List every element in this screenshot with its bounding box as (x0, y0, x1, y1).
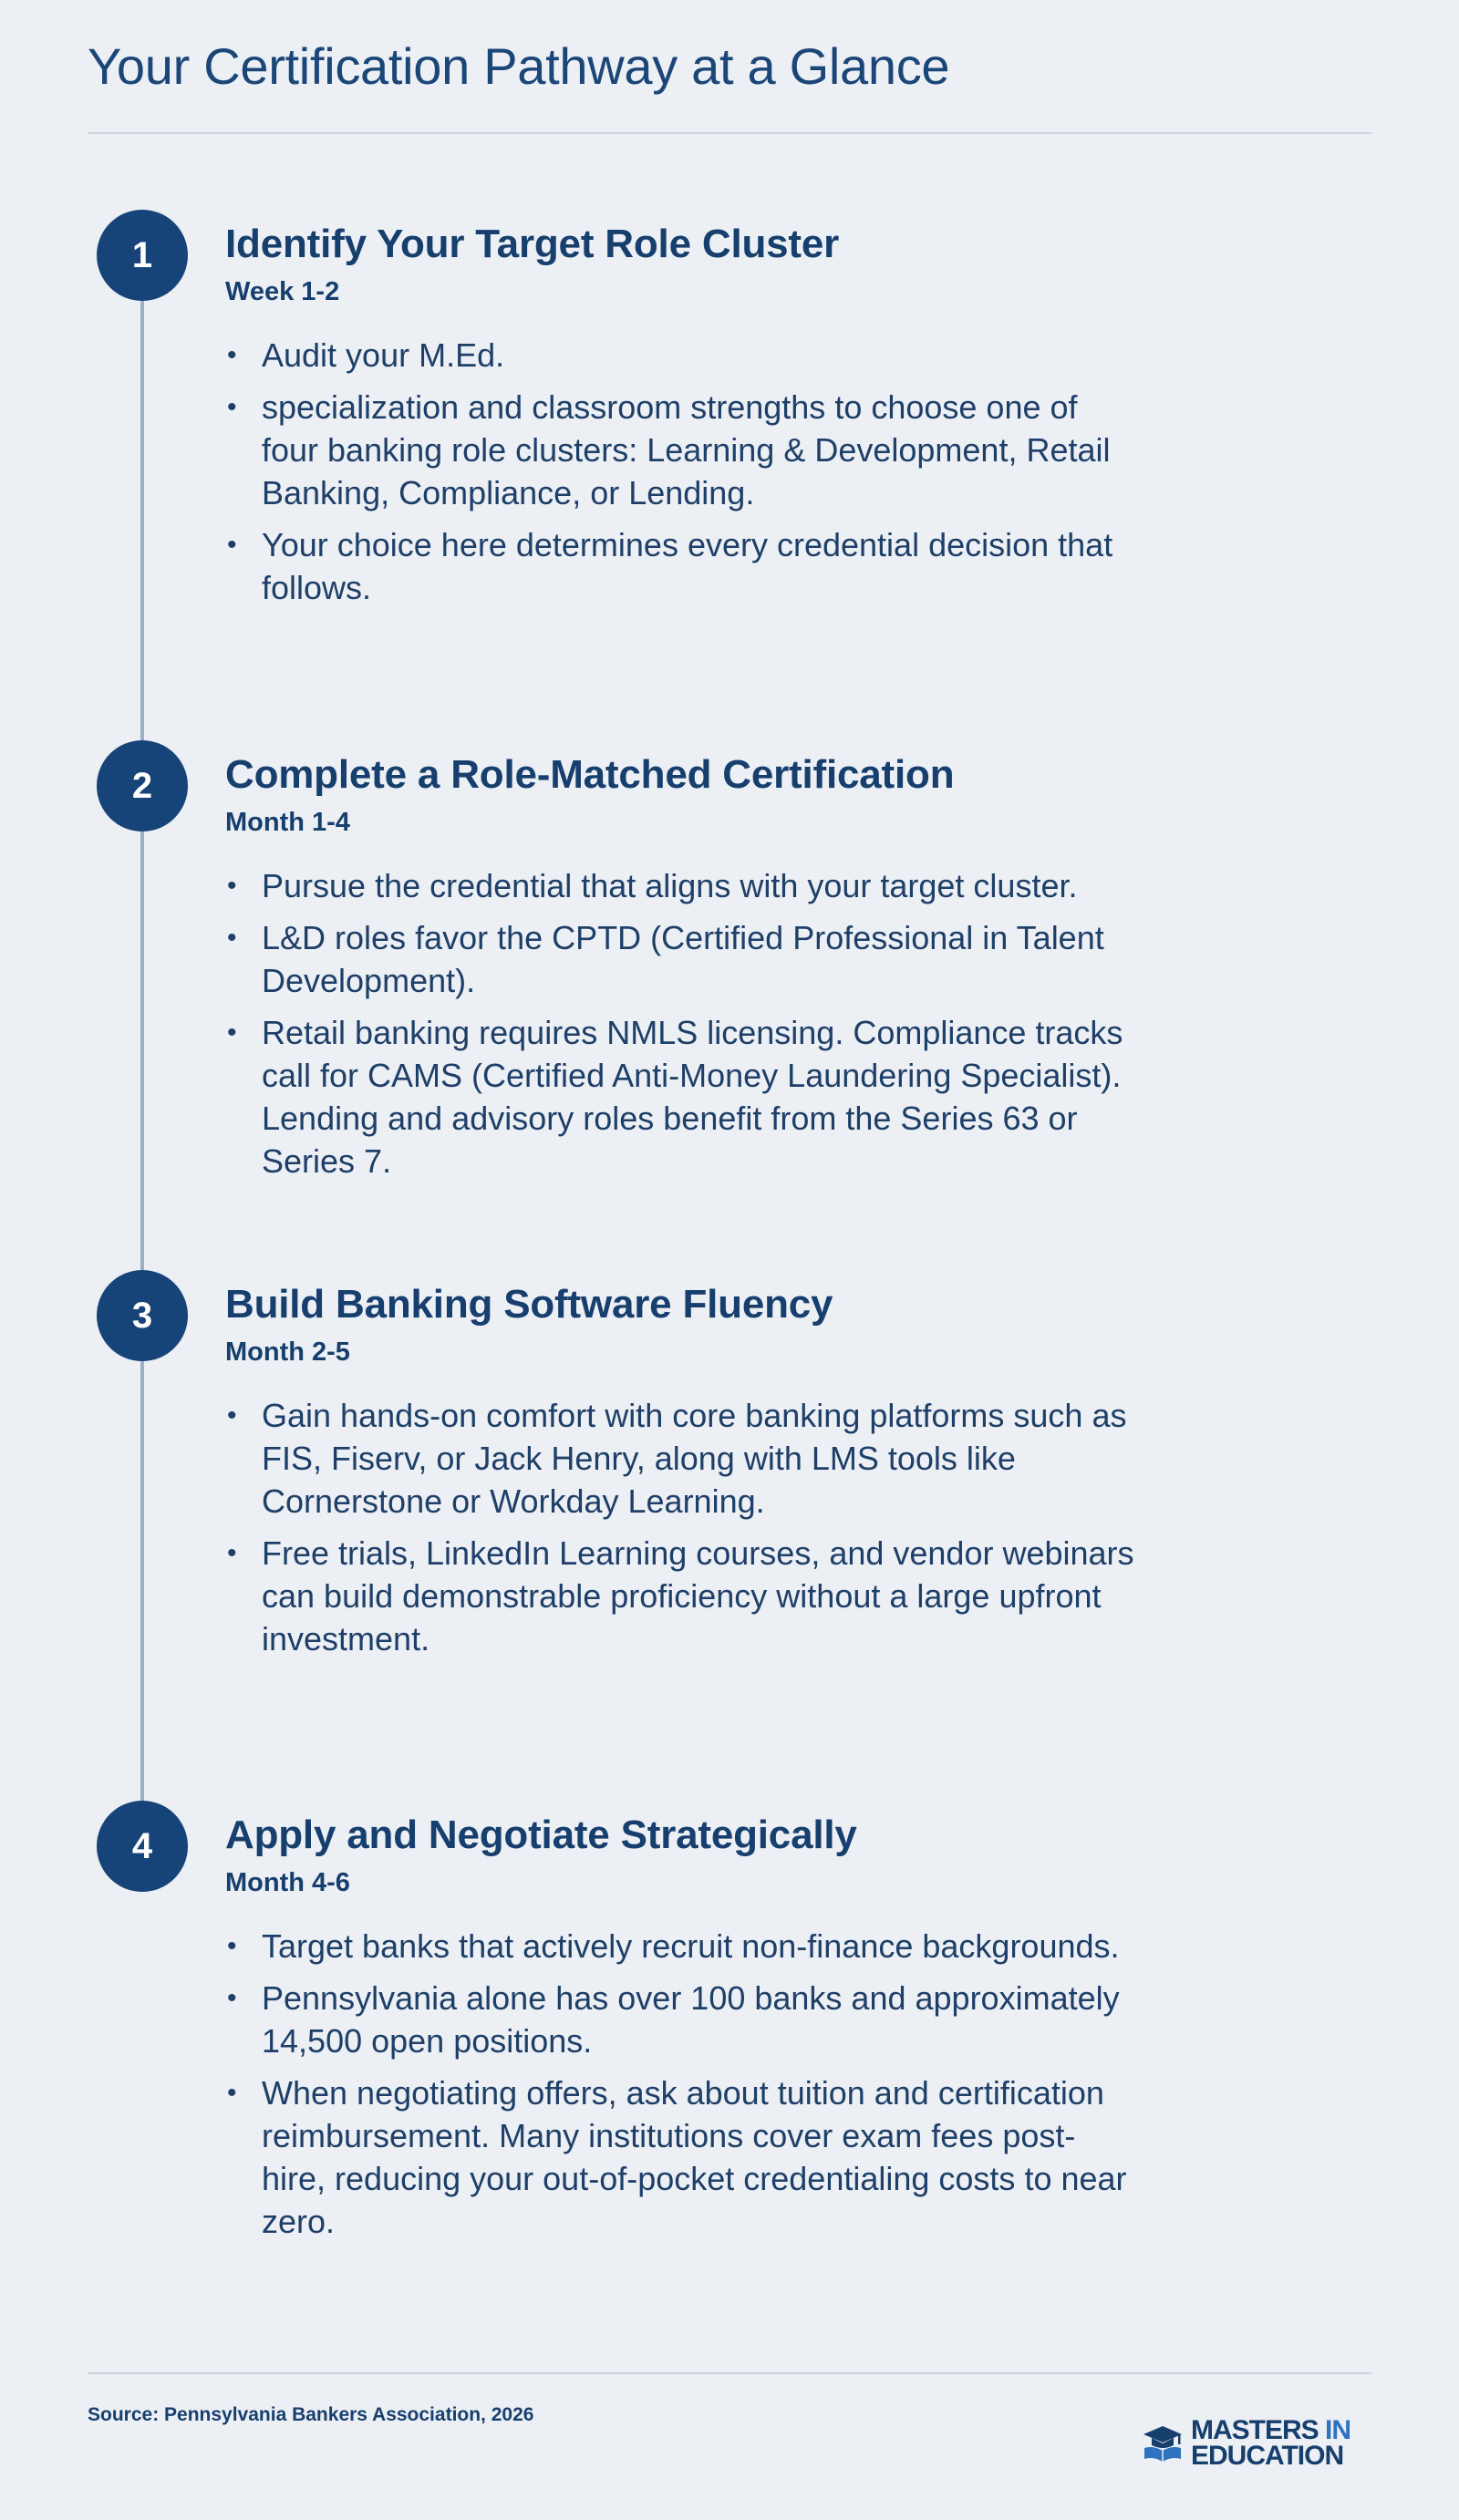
bullet-item (225, 1925, 1137, 1967)
bullet-text: Retail banking requires NMLS licensing. Compliance tracks call for CAMS (Certified Anti-Money Laundering Specialist). Lending and advisory roles benefit from the Series 63 or Series 7. (262, 1014, 1123, 1180)
bullet-item (225, 2071, 1137, 2243)
bullet-dot-icon: • (227, 871, 237, 901)
step-content (225, 748, 1192, 1192)
step-title: Complete a Role-Matched Certification (225, 752, 955, 797)
bullet-dot-icon: • (227, 1017, 237, 1048)
bullet-text: Free trials, LinkedIn Learning courses, and vendor webinars can build demonstrable proficiency without a large upfront investment. (262, 1534, 1134, 1658)
bullet-text: Audit your M.Ed. (262, 336, 505, 374)
bullet-dot-icon: • (227, 1538, 237, 1568)
source-citation: Source: Pennsylvania Bankers Association, 2026 (88, 2404, 534, 2425)
bullet-dot-icon: • (227, 2078, 237, 2108)
step-title: Apply and Negotiate Strategically (225, 1813, 857, 1857)
footer-divider (88, 2372, 1371, 2374)
timeline-connector-3 (140, 1361, 144, 1808)
bullet-dot-icon: • (227, 1931, 237, 1961)
step-timeframe: Week 1-2 (225, 277, 340, 306)
page-title: Your Certification Pathway at a Glance (88, 37, 950, 95)
masters-in-education-logo (1142, 2415, 1351, 2471)
bullet-dot-icon: • (227, 1983, 237, 2013)
bullet-text: L&D roles favor the CPTD (Certified Professional in Talent Development). (262, 919, 1104, 999)
bullet-dot-icon: • (227, 392, 237, 422)
logo-word-masters: MASTERS (1191, 2415, 1319, 2445)
step-number-badge: 4 (97, 1801, 188, 1892)
bullet-text: specialization and classroom strengths to choose one of four banking role clusters: Learning & Development, Retail Banking, Compliance, or Lending. (262, 388, 1111, 511)
graduation-cap-book-icon (1142, 2422, 1184, 2464)
step-title: Build Banking Software Fluency (225, 1282, 833, 1327)
bullet-dot-icon: • (227, 1400, 237, 1430)
step-timeframe: Month 1-4 (225, 808, 350, 837)
bullet-text: Gain hands-on comfort with core banking platforms such as FIS, Fiserv, or Jack Henry, along with LMS tools like Cornerstone or Workday Learning. (262, 1397, 1127, 1520)
timeline-connector-1 (140, 301, 144, 746)
step-bullet-list (225, 1394, 1137, 1660)
step-bullet-list (225, 864, 1137, 1183)
bullet-item (225, 1977, 1137, 2062)
bullet-item (225, 1011, 1137, 1183)
header-divider (88, 132, 1371, 134)
step-number-badge: 1 (97, 210, 188, 301)
bullet-dot-icon: • (227, 340, 237, 370)
step-number-badge: 2 (97, 740, 188, 831)
bullet-item (225, 916, 1137, 1002)
bullet-dot-icon: • (227, 923, 237, 953)
step-bullet-list (225, 334, 1137, 609)
step-timeframe: Month 2-5 (225, 1337, 350, 1367)
step-content (225, 217, 1192, 618)
bullet-text: When negotiating offers, ask about tuition and certification reimbursement. Many institutions cover exam fees post-hire, reducing your out-of-pocket credentialing costs to near zero. (262, 2074, 1127, 2240)
bullet-text: Your choice here determines every credential decision that follows. (262, 526, 1113, 606)
step-title: Identify Your Target Role Cluster (225, 222, 840, 266)
step-bullet-list (225, 1925, 1137, 2243)
step-content (225, 1808, 1192, 2252)
logo-wordmark (1191, 2415, 1351, 2471)
bullet-dot-icon: • (227, 530, 237, 560)
bullet-text: Pursue the credential that aligns with your target cluster. (262, 867, 1078, 904)
bullet-text: Pennsylvania alone has over 100 banks and approximately 14,500 open positions. (262, 1979, 1120, 2060)
bullet-item (225, 1394, 1137, 1523)
logo-word-in: IN (1325, 2415, 1351, 2445)
step-number-badge: 3 (97, 1270, 188, 1361)
step-timeframe: Month 4-6 (225, 1868, 350, 1897)
bullet-text: Target banks that actively recruit non-finance backgrounds. (262, 1927, 1120, 1965)
bullet-item (225, 864, 1137, 907)
logo-word-education: EDUCATION (1191, 2441, 1344, 2471)
bullet-item (225, 386, 1137, 514)
bullet-item (225, 1532, 1137, 1660)
bullet-item (225, 334, 1137, 377)
bullet-item (225, 523, 1137, 609)
timeline-connector-2 (140, 831, 144, 1276)
step-content (225, 1277, 1192, 1669)
